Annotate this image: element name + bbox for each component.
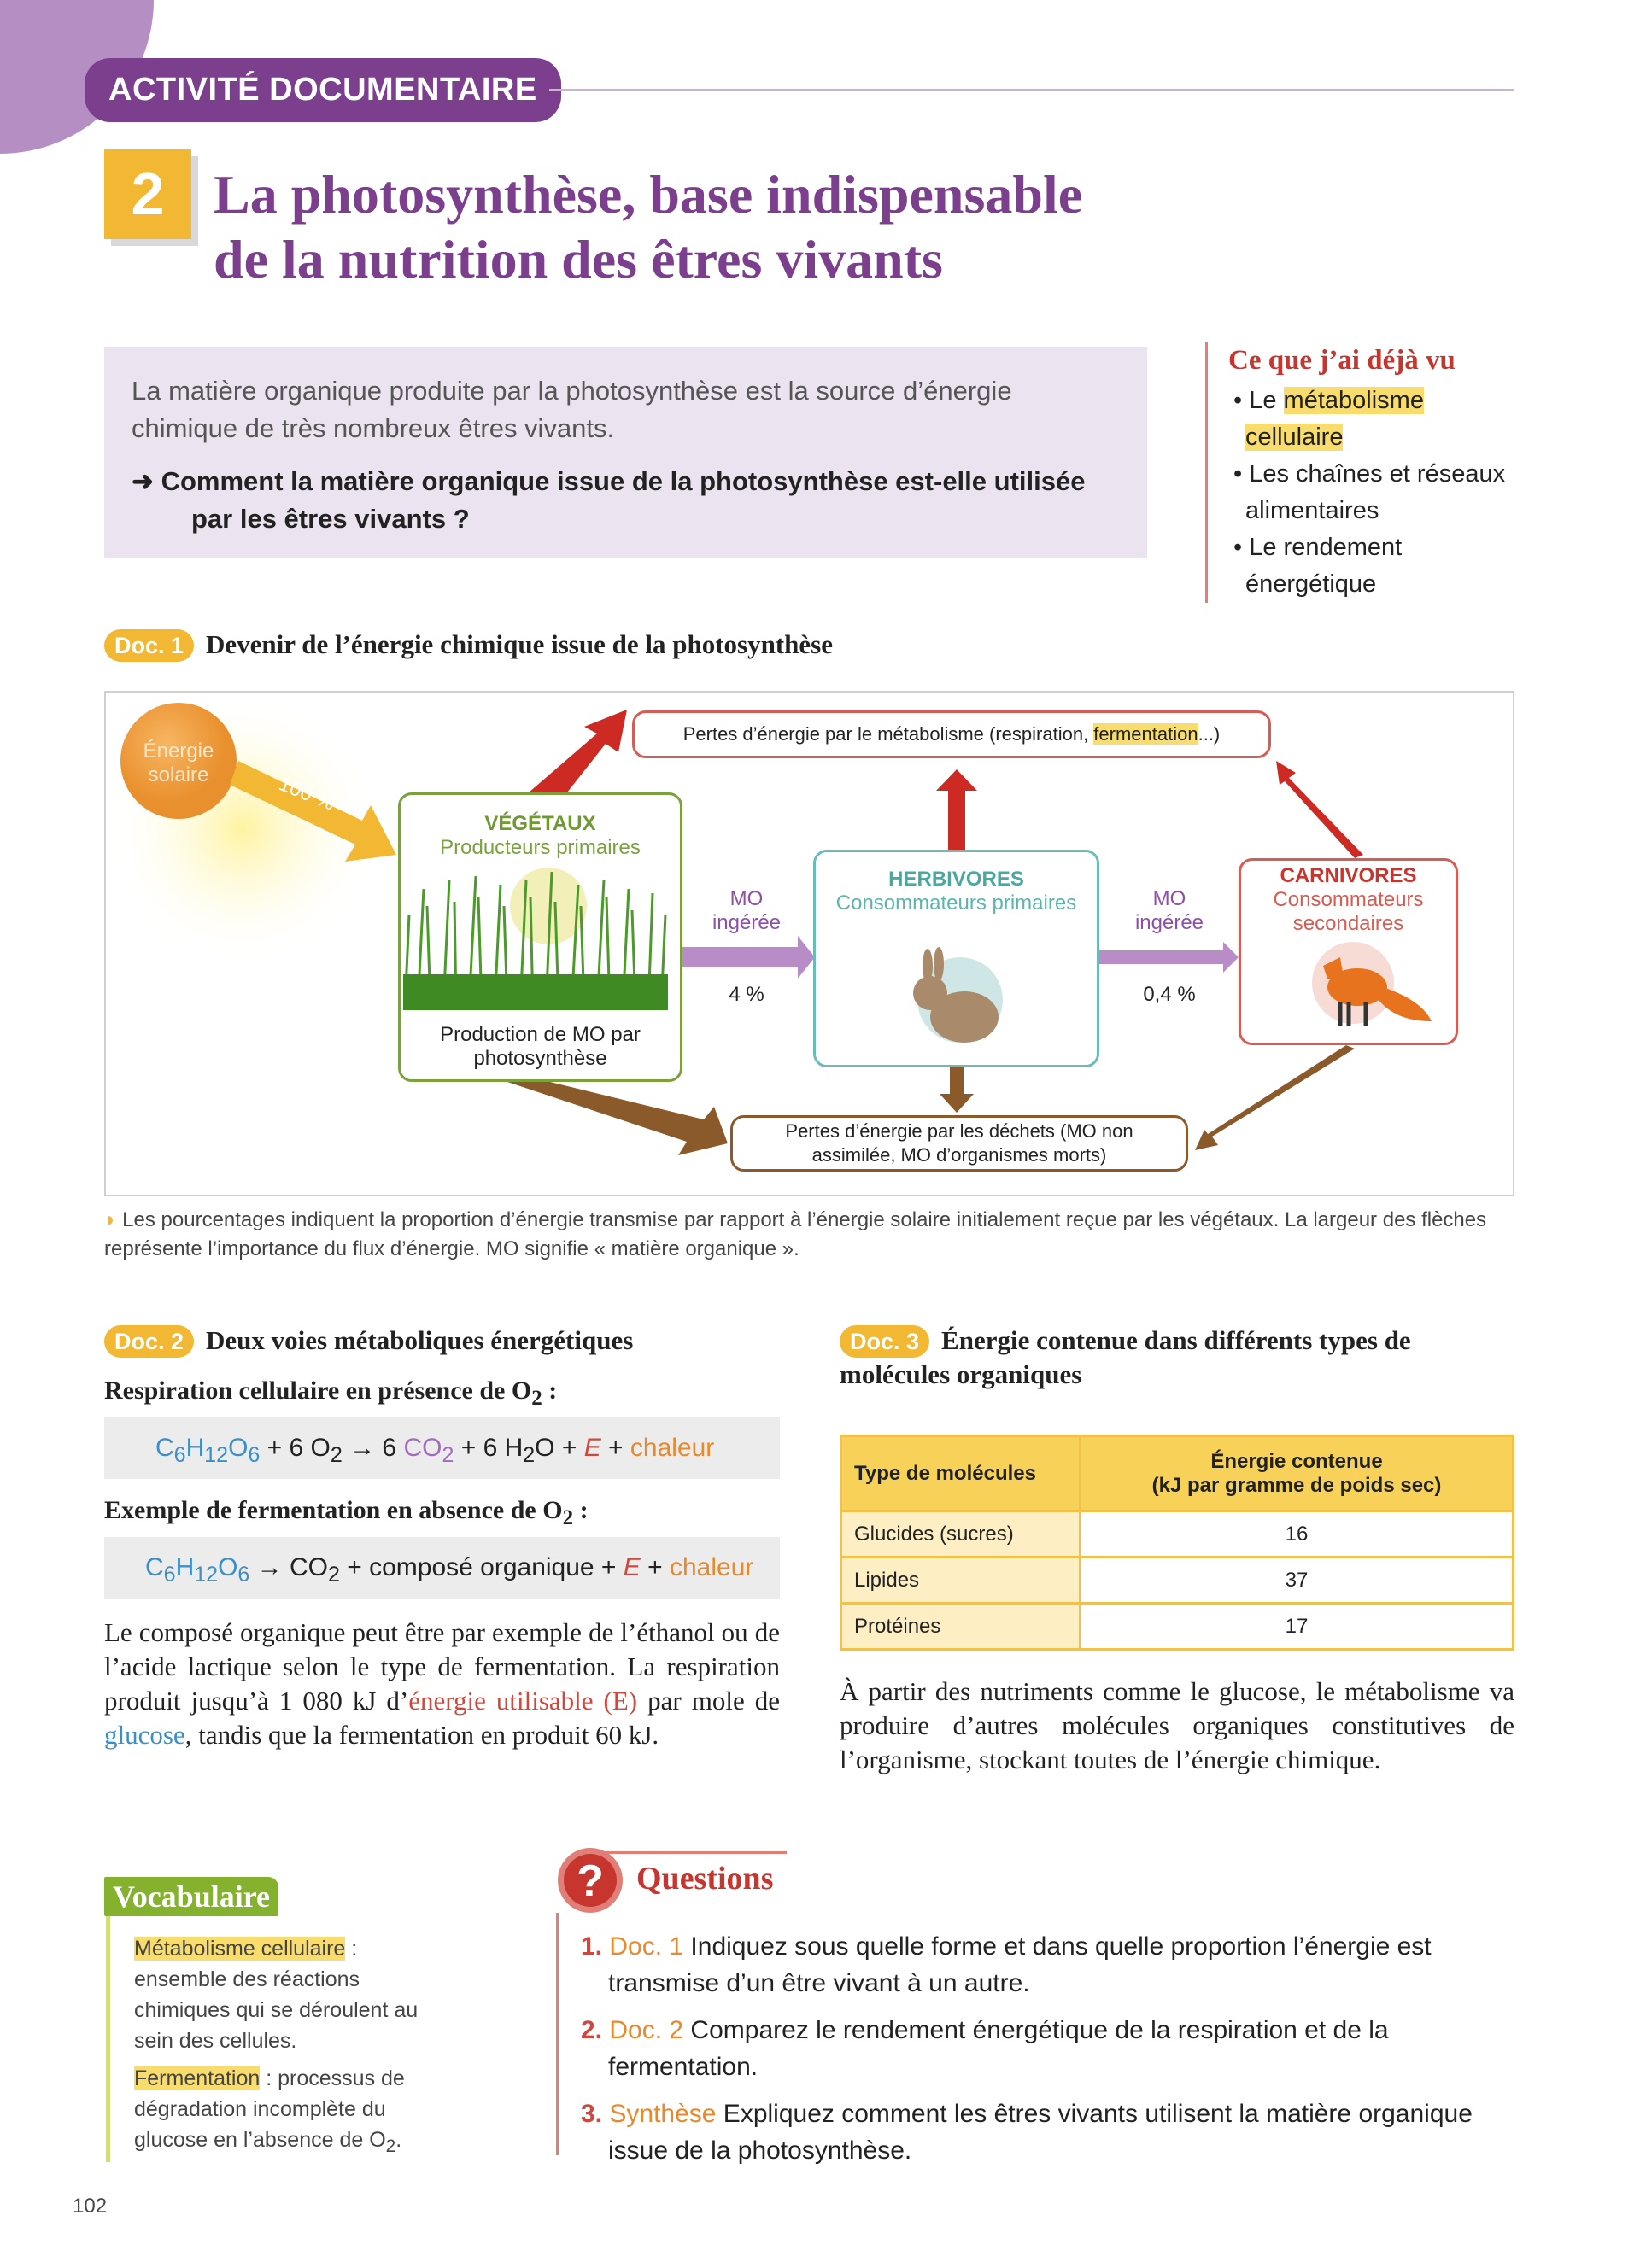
doc1-heading: Doc. 1 Devenir de l’énergie chimique issue de la photosynthèse bbox=[104, 628, 1514, 662]
table-header: Type de molécules bbox=[841, 1436, 1081, 1511]
activity-number: 2 bbox=[104, 149, 191, 239]
doc2-heading: Doc. 2 Deux voies métaboliques énergétiques bbox=[104, 1324, 780, 1358]
page-number: 102 bbox=[73, 2195, 108, 2218]
intro-question: ➜ Comment la matière organique issue de la photosynthèse est-elle utilisée par les êtres vivants ? bbox=[132, 466, 1086, 534]
questions-list bbox=[581, 1928, 1514, 2179]
doc3-paragraph: À partir des nutriments comme le glucose, le métabolisme va produire d’autres molécules organiques constitutives de l’organisme, stockant toutes de l’énergie chimique. bbox=[840, 1676, 1514, 1774]
arrow-plants-herbivores bbox=[682, 936, 815, 979]
doc2 bbox=[104, 1324, 780, 1752]
doc2-paragraph: Le composé organique peut être par exemple de l’éthanol ou de l’acide lactique selon le type de fermentation. La respiration produit jusqu’à 1 080 kJ d’énergie utilisable (E) par mole de glucose, tandis que la fermentation en produit 60 kJ. bbox=[104, 1617, 780, 1750]
svg-text:?: ? bbox=[577, 1856, 604, 1906]
waste-loss-box: Pertes d’énergie par les déchets (MO non assimilée, MO d’organismes morts) bbox=[730, 1115, 1188, 1172]
divider bbox=[549, 89, 1514, 91]
title-line: La photosynthèse, base indispensable bbox=[214, 164, 1083, 225]
vocabulary-body: Métabolisme cellulaire : ensemble des réactions chimiques qui se déroulent au sein des cellules. Fermentation : processus de dégradation incomplète du glucose en l’absence de $O_2$. bbox=[106, 1916, 448, 2162]
question-item: 3. Synthèse Expliquez comment les êtres vivants utilisent la matière organique issue de la photosynthèse. bbox=[581, 2100, 1473, 2165]
question-item: 2. Doc. 2 Comparez le rendement énergétique de la respiration et de la fermentation. bbox=[581, 2016, 1389, 2081]
mo-label: MO ingérée bbox=[1134, 887, 1204, 934]
arrow-herbivores-carnivores bbox=[1099, 942, 1239, 973]
fermentation-heading: Exemple de fermentation en absence de $O_2$ : bbox=[104, 1496, 589, 1529]
doc1-caption: ◗ Les pourcentages indiquent la proportion d’énergie transmise par rapport à l’énergie solaire initialement reçue par les végétaux. La largeur des flèches représente l’importance du flux d’énergie. MO signifie « matière organique ». bbox=[104, 1208, 1487, 1260]
list-item: • Le rendement énergétique bbox=[1233, 534, 1403, 598]
table-row: Lipides 37 bbox=[841, 1558, 1514, 1604]
question-icon bbox=[556, 1846, 624, 1914]
arrow-carnivores-metabolism bbox=[1276, 761, 1363, 858]
energy-flow-diagram bbox=[104, 691, 1514, 1196]
arrow-herbivores-waste bbox=[940, 1067, 974, 1113]
activity-badge: ACTIVITÉ DOCUMENTAIRE bbox=[85, 58, 561, 122]
list-item: • Le métabolisme cellulaire bbox=[1233, 387, 1424, 451]
page-title bbox=[214, 162, 1324, 292]
vocabulary-title: Vocabulaire bbox=[104, 1877, 278, 1916]
doc3-heading: Doc. 3 Énergie contenue dans différents types de molécules organiques bbox=[840, 1325, 1411, 1389]
prior-knowledge bbox=[1205, 342, 1514, 603]
doc-tag: Doc. 1 bbox=[104, 629, 194, 662]
table-header: Énergie contenue (kJ par gramme de poids sec) bbox=[1081, 1436, 1514, 1511]
doc3 bbox=[840, 1324, 1514, 1777]
metabolism-loss-box: Pertes d’énergie par le métabolisme (respiration, fermentation...) bbox=[632, 710, 1271, 758]
carnivores-box: CARNIVORES Consommateurs secondaires bbox=[1239, 858, 1458, 1045]
questions-title: Questions bbox=[636, 1861, 774, 1897]
arrow-plants-waste bbox=[507, 1082, 728, 1155]
title-line: de la nutrition des êtres vivants bbox=[214, 229, 943, 289]
prior-knowledge-title: Ce que j’ai déjà vu bbox=[1228, 345, 1456, 376]
intro-box bbox=[104, 347, 1147, 558]
sun-percentage: 100 % bbox=[275, 772, 338, 815]
fermentation-equation: $C_6H_{12}O_6 \to CO_2$ + composé organique + E + chaleur bbox=[104, 1537, 780, 1599]
herbivores-box: HERBIVORES Consommateurs primaires bbox=[813, 850, 1099, 1067]
mo-label: MO ingérée bbox=[712, 887, 782, 934]
arrow-plants-metabolism bbox=[529, 710, 627, 792]
respiration-heading: Respiration cellulaire en présence de $O_2$ : bbox=[104, 1377, 558, 1410]
table-row: Glucides (sucres) 16 bbox=[841, 1511, 1514, 1558]
divider bbox=[556, 1913, 559, 2155]
energy-table bbox=[840, 1435, 1514, 1651]
percentage-label: 0,4 % bbox=[1143, 983, 1196, 1006]
sun-label: Énergie solaire bbox=[143, 739, 214, 786]
respiration-equation: $C_6H_{12}O_6 + 6$ $O_2 \to 6$ $CO_2 + 6$ $H_2O + E$ + chaleur bbox=[104, 1418, 780, 1479]
question-item: 1. Doc. 1 Indiquez sous quelle forme et dans quelle proportion l’énergie est transmise d’un être vivant à un autre. bbox=[581, 1932, 1432, 1997]
percentage-label: 4 % bbox=[729, 983, 764, 1006]
list-item: • Les chaînes et réseaux alimentaires bbox=[1233, 460, 1506, 524]
plants-box: VÉGÉTAUX Producteurs primaires Production de MO par photosynthèse bbox=[398, 792, 682, 1082]
divider bbox=[598, 1851, 787, 1854]
arrow-herbivores-metabolism bbox=[936, 769, 977, 850]
arrow-carnivores-waste bbox=[1195, 1045, 1355, 1150]
table-row: Protéines 17 bbox=[841, 1604, 1514, 1650]
intro-text: La matière organique produite par la photosynthèse est la source d’énergie chimique de très nombreux êtres vivants. bbox=[132, 376, 1012, 443]
